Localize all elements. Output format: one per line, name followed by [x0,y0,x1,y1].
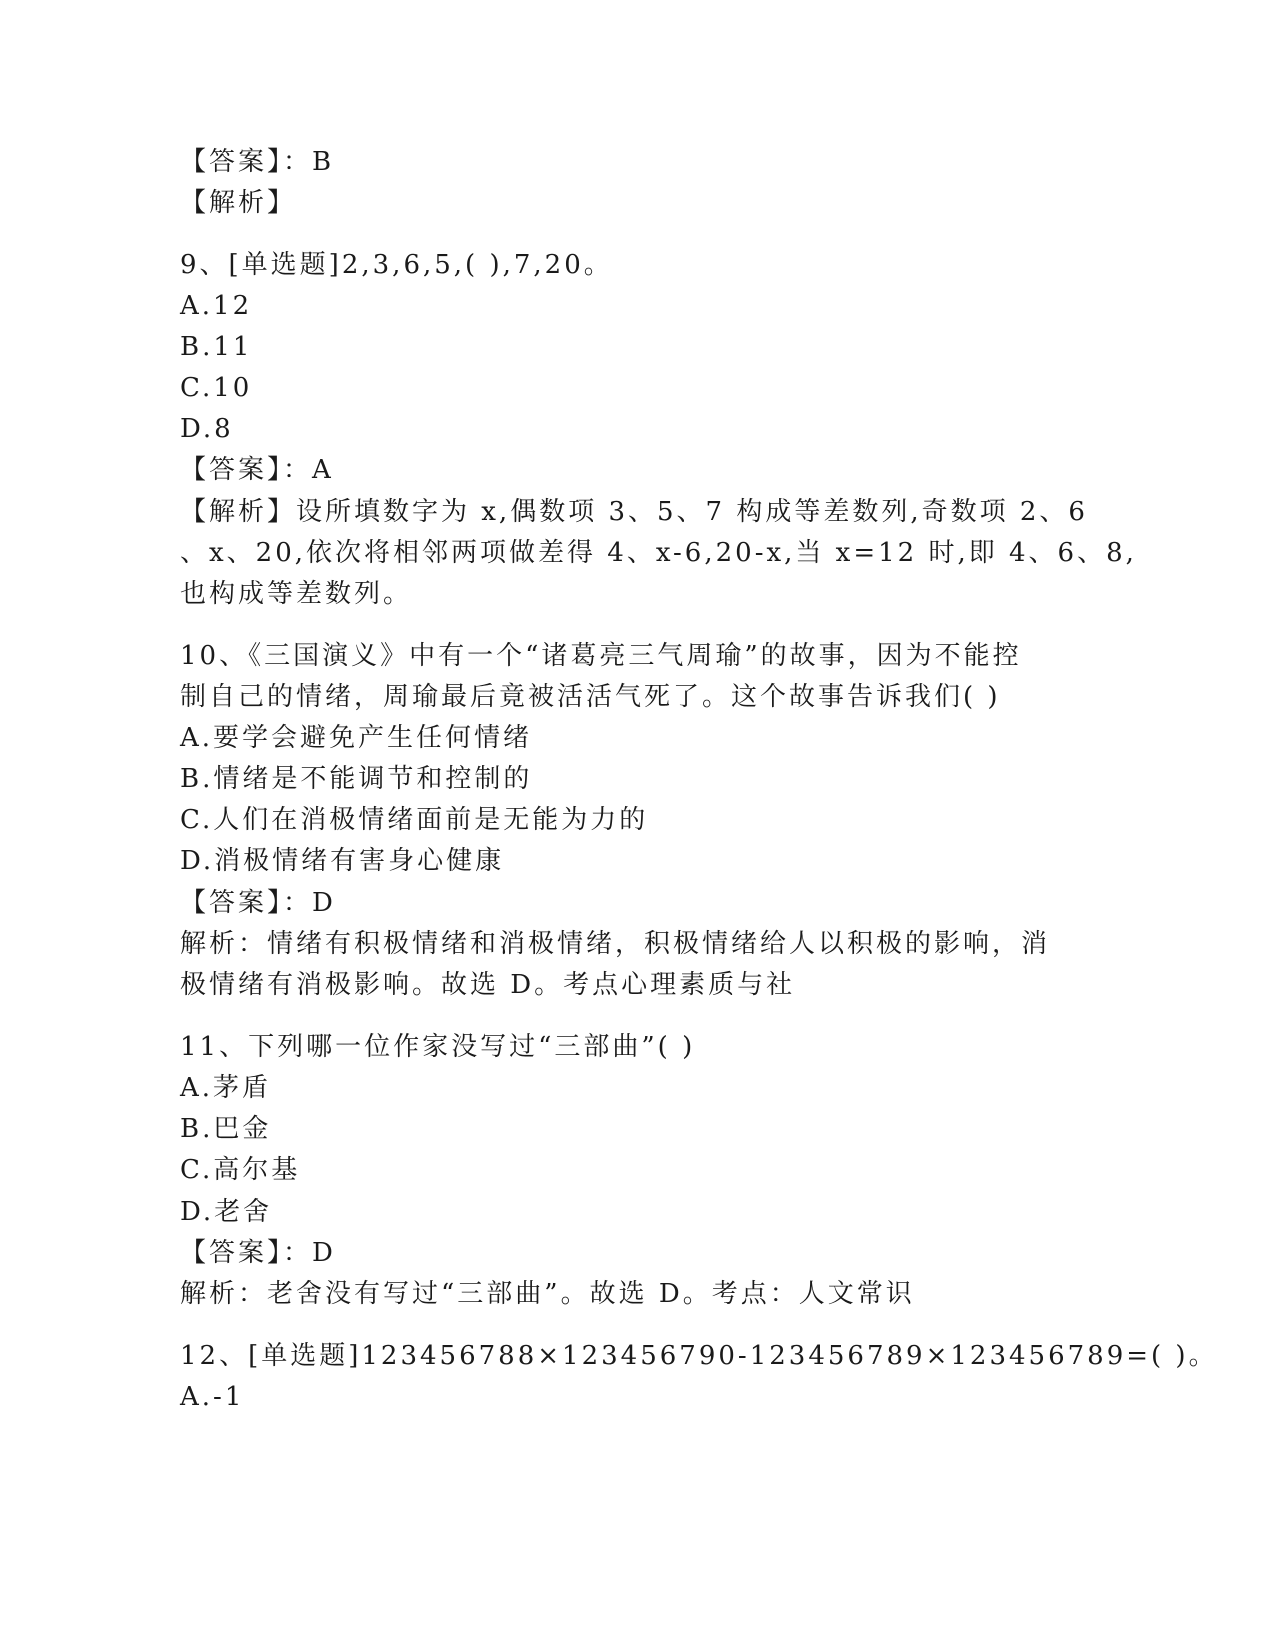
q10-option-a: A.要学会避免产生任何情绪 [180,723,533,753]
q11-option-b: B.巴金 [180,1114,272,1144]
q9-option-d: D.8 [180,414,234,444]
q11-option-c: C.高尔基 [180,1155,301,1185]
q11-stem: 11、下列哪一位作家没写过“三部曲”( ) [180,1032,696,1062]
q10-analysis-line: 解析：情绪有积极情绪和消极情绪，积极情绪给人以积极的影响，消 [180,929,1051,959]
q9-analysis-line: 【解析】设所填数字为 x,偶数项 3、5、7 构成等差数列,奇数项 2、6 [180,497,1088,527]
q11-option-a: A.茅盾 [180,1073,272,1103]
q8-answer: 【答案】：B [180,147,335,177]
q12-stem: 12、[单选题]123456788×123456790-123456789×123456789=( )。 [180,1341,1218,1371]
q11-answer: 【答案】：D [180,1238,336,1268]
q10-stem-line: 10、《三国演义》中有一个“诸葛亮三气周瑜”的故事，因为不能控 [180,641,1022,671]
q11-analysis: 解析：老舍没有写过“三部曲”。故选 D。考点：人文常识 [180,1279,915,1309]
q9-analysis-line: 、x、20,依次将相邻两项做差得 4、x-6,20-x,当 x=12 时,即 4、6、8, [180,538,1137,568]
q10-option-c: C.人们在消极情绪面前是无能为力的 [180,805,649,835]
q9-option-b: B.11 [180,332,253,362]
q10-option-b: B.情绪是不能调节和控制的 [180,764,533,794]
q10-analysis-line: 极情绪有消极影响。故选 D。考点心理素质与社 [180,970,796,1000]
q11-option-d: D.老舍 [180,1197,273,1227]
q9-option-a: A.12 [180,291,253,321]
q9-option-c: C.10 [180,373,253,403]
q9-answer: 【答案】：A [180,455,334,485]
q8-analysis: 【解析】 [180,188,297,218]
q9-analysis-line: 也构成等差数列。 [180,579,413,609]
q10-answer: 【答案】：D [180,888,336,918]
q12-option-a: A.-1 [180,1382,245,1412]
q9-stem: 9、[单选题]2,3,6,5,( ),7,20。 [180,250,613,280]
q10-stem-line: 制自己的情绪，周瑜最后竟被活活气死了。这个故事告诉我们( ) [180,682,1001,712]
q10-option-d: D.消极情绪有害身心健康 [180,846,505,876]
